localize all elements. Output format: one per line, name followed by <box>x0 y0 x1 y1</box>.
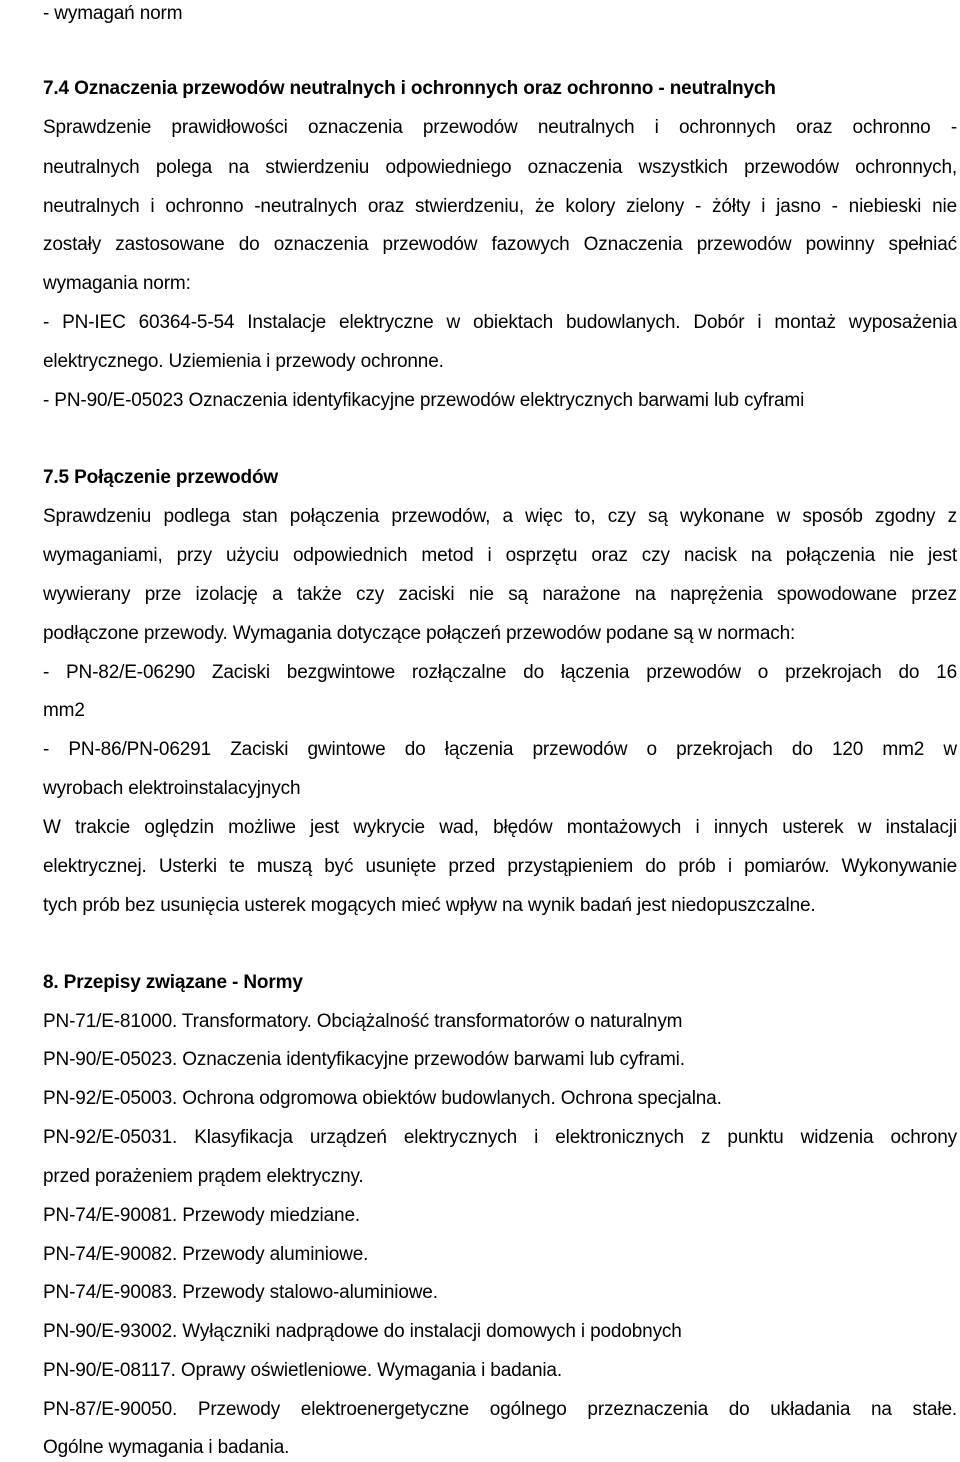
norm-list-item: - PN-90/E-05023 Oznaczenia identyfikacyjne przewodów elektrycznych barwami lub cyframi <box>43 390 805 411</box>
norm-list-item: - PN-IEC 60364-5-54 Instalacje elektryczne w obiektach budowlanych. Dobór i montaż wyposażenia <box>43 312 957 333</box>
norm-list-item: - PN-86/PN-06291 Zaciski gwintowe do łączenia przewodów o przekrojach do 120 mm2 w <box>43 739 957 760</box>
norm-list-item: przed porażeniem prądem elektryczny. <box>43 1166 364 1187</box>
norm-list-item: PN-92/E-05003. Ochrona odgromowa obiektów budowlanych. Ochrona specjalna. <box>43 1088 722 1109</box>
paragraph-line: wymaganiami, przy użyciu odpowiednich metod i osprzętu oraz czy nacisk na połączenia nie jest <box>43 545 957 566</box>
paragraph-line: neutralnych polega na stwierdzeniu odpowiedniego oznaczenia wszystkich przewodów ochronnych, <box>43 157 957 178</box>
section-7-5-heading: 7.5 Połączenie przewodów <box>43 467 279 488</box>
section-8-heading: 8. Przepisy związane - Normy <box>43 972 303 993</box>
paragraph-line: Sprawdzeniu podlega stan połączenia przewodów, a więc to, czy są wykonane w sposób zgodny z <box>43 506 957 527</box>
paragraph-line: neutralnych i ochronno -neutralnych oraz stwierdzeniu, że kolory zielony - żółty i jasno - niebieski nie <box>43 196 957 217</box>
norm-list-item: PN-90/E-05023. Oznaczenia identyfikacyjne przewodów barwami lub cyframi. <box>43 1049 685 1070</box>
norm-list-item: PN-71/E-81000. Transformatory. Obciążalność transformatorów o naturalnym <box>43 1011 683 1032</box>
top-fragment-text: - wymagań norm <box>43 3 183 24</box>
paragraph-line: wyrobach elektroinstalacyjnych <box>43 778 301 799</box>
paragraph-line: wywierany prze izolację a także czy zaciski nie są narażone na naprężenia spowodowane przez <box>43 584 957 605</box>
norm-list-item: PN-74/E-90081. Przewody miedziane. <box>43 1205 361 1226</box>
paragraph-line: mm2 <box>43 700 85 721</box>
norm-list-item: - PN-82/E-06290 Zaciski bezgwintowe rozłączalne do łączenia przewodów o przekrojach do 16 <box>43 662 957 683</box>
paragraph-line: tych prób bez usunięcia usterek mogących mieć wpływ na wynik badań jest niedopuszczalne. <box>43 895 816 916</box>
paragraph-line: podłączone przewody. Wymagania dotyczące połączeń przewodów podane są w normach: <box>43 623 796 644</box>
paragraph-line: elektrycznej. Usterki te muszą być usunięte przed przystąpieniem do prób i pomiarów. Wykonywanie <box>43 856 957 877</box>
norm-list-item: Ogólne wymagania i badania. <box>43 1437 290 1458</box>
section-7-4-heading: 7.4 Oznaczenia przewodów neutralnych i ochronnych oraz ochronno - neutralnych <box>43 78 776 99</box>
paragraph-line: W trakcie oględzin możliwe jest wykrycie wad, błędów montażowych i innych usterek w instalacji <box>43 817 957 838</box>
norm-list-item: PN-90/E-08117. Oprawy oświetleniowe. Wymagania i badania. <box>43 1360 562 1381</box>
norm-list-item: PN-92/E-05031. Klasyfikacja urządzeń elektrycznych i elektronicznych z punktu widzenia ochrony <box>43 1127 957 1148</box>
norm-list-item: PN-90/E-93002. Wyłączniki nadprądowe do instalacji domowych i podobnych <box>43 1321 682 1342</box>
paragraph-line: Sprawdzenie prawidłowości oznaczenia przewodów neutralnych i ochronnych oraz ochronno - <box>43 117 957 138</box>
paragraph-line: zostały zastosowane do oznaczenia przewodów fazowych Oznaczenia przewodów powinny spełniać <box>43 234 957 255</box>
paragraph-line: elektrycznego. Uziemienia i przewody ochronne. <box>43 351 444 372</box>
norm-list-item: PN-87/E-90050. Przewody elektroenergetyczne ogólnego przeznaczenia do układania na stałe. <box>43 1399 957 1420</box>
norm-list-item: PN-74/E-90082. Przewody aluminiowe. <box>43 1244 369 1265</box>
paragraph-line: wymagania norm: <box>43 273 191 294</box>
norm-list-item: PN-74/E-90083. Przewody stalowo-aluminiowe. <box>43 1282 438 1303</box>
